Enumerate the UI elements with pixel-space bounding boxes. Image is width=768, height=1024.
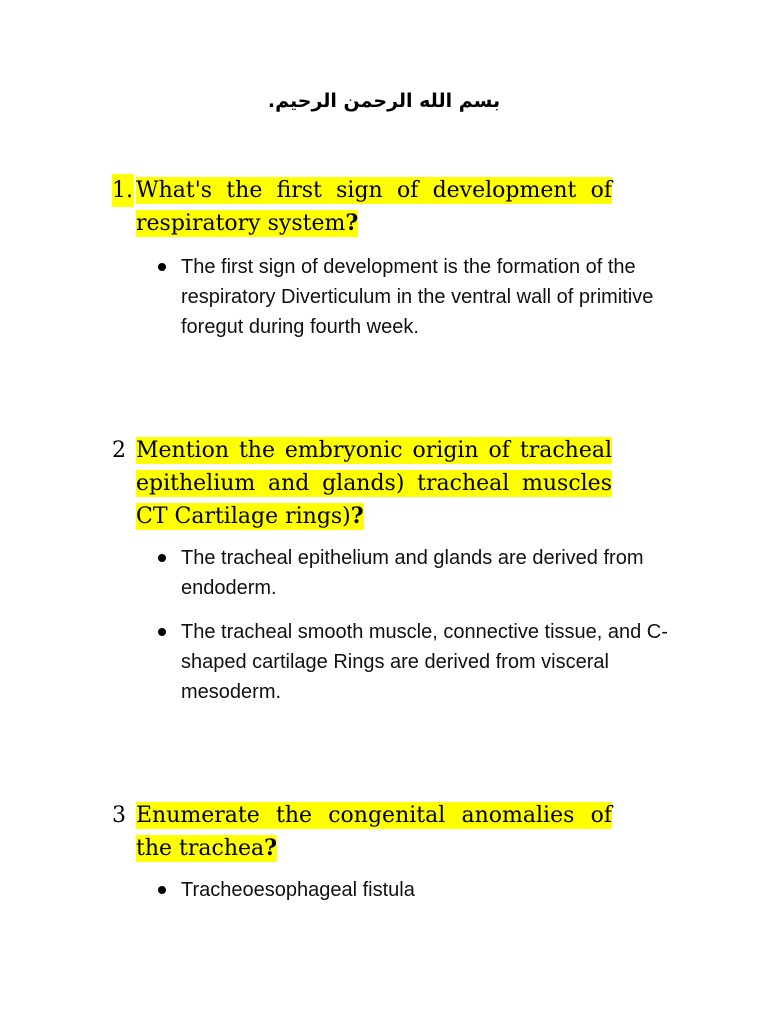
basmala-heading: بسم الله الرحمن الرحيم. [267,90,501,112]
list-item [158,543,678,603]
answer-text: The first sign of development is the formation of the respiratory Diverticulum in the ventral wall of primitive foregut during fourth week. [181,256,654,338]
answer-list-2 [158,543,678,721]
question-1 [112,174,612,240]
bullet-icon [158,628,166,636]
question-text [136,434,612,533]
answer-list-3 [158,875,678,919]
bullet-icon [158,886,166,894]
list-item [158,875,678,905]
question-number: 2 [112,438,126,463]
answer-list-1 [158,252,678,356]
question-number: 3 [112,803,126,828]
question-text-body: What's the first sign of development of respiratory system [136,178,612,236]
question-mark: ? [264,835,278,861]
question-text [136,174,612,240]
list-item [158,252,678,342]
question-mark: ? [345,210,359,236]
question-text-body: Enumerate the congenital anomalies of the trachea [136,803,612,861]
list-item [158,617,678,707]
answer-text: The tracheal smooth muscle, connective tissue, and C-shaped cartilage Rings are derived from visceral mesoderm. [181,621,668,703]
question-3 [112,799,612,865]
question-text [136,799,612,865]
answer-text: Tracheoesophageal fistula [181,879,415,901]
answer-text: The tracheal epithelium and glands are derived from endoderm. [181,547,644,599]
question-2 [112,434,612,533]
question-mark: ? [350,503,364,529]
question-number: 1. [112,174,134,207]
bullet-icon [158,554,166,562]
bullet-icon [158,263,166,271]
question-text-body: Mention the embryonic origin of tracheal epithelium and glands) tracheal muscles CT Cartilage rings) [136,438,612,529]
